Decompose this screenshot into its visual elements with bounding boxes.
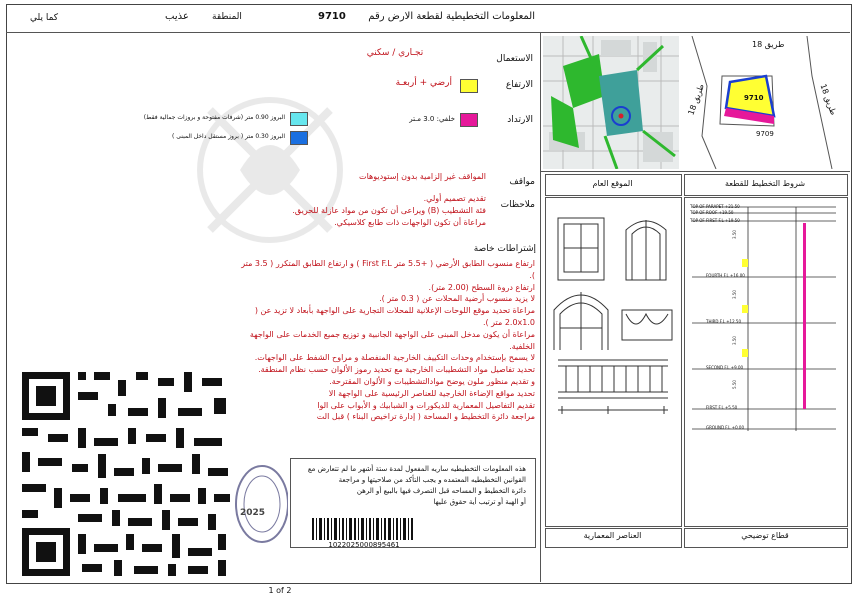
special-line: تحديد تفاصيل مواد التشطيبات الخارجية مع تحديد رموز الألوان حسب نظام المنطقة. [258,365,535,375]
special-line: لا يسمح بإستخدام وحدات التكييف الخارجية المنفصلة و مراوح الشفط على الواجهات. [254,353,535,363]
svg-text:3.50: 3.50 [732,290,737,299]
notes-line: تقديم تصميم أولي. [423,194,486,203]
map-road-top: طريق 18 [752,40,785,49]
stamp-year: 2025 [240,508,266,518]
usage-value: تجـاري / سكني [366,48,424,58]
barcode [312,518,416,540]
section-label-roof: TOP OF ROOF +19.50 [690,210,734,215]
projection-swatch-0 [290,112,308,126]
header-divider [6,32,850,33]
notes-label: ملاحظات [500,200,535,210]
header-as-follows: كما يلي [30,13,59,23]
validity-line: القوانين التخطيطيه المعتمده و يجب التأكد من صلاحيتها و مراجعة [338,476,526,484]
height-label: الارتفاع [505,80,533,90]
notes-line: مراعاة أن تكون الواجهات ذات طابع كلاسيكي. [334,218,486,227]
section-label-second: SECOND F.L +9.00 [706,365,744,370]
arch-elements-label: العناصر المعمارية [583,531,642,540]
setback-value: خلفي: 3.0 مـتر [409,115,455,123]
validity-line: دائرة التخطيط و المساحه قبل التصرف فيها بالبيع أو الرهن [356,487,526,495]
qr-code [18,368,238,580]
map-plot-number: 9710 [744,94,764,102]
special-label: إشتراطات خاصة [473,244,536,254]
header-region-label: المنطقة [212,12,242,22]
page-number: 1 of 2 [268,586,292,595]
section-label: قطاع توضيحي [741,531,789,540]
height-swatch [460,79,478,93]
section-label-third: THIRD F.L +12.50 [706,319,741,324]
section-label-parapet: TOP OF PARAPET +21.50 [690,204,740,209]
section-label-first: FIRST F.L +5.50 [706,405,738,410]
map-neighbor-number: 9709 [756,130,774,138]
validity-line: هذه المعلومات التخطيطيه ساريه المفعول لمدة ستة أشهر ما لم تتعارض مع [307,465,526,473]
section-label-fourth: FOURTH F.L +16.00 [706,273,745,278]
plot-plan [682,36,848,169]
projection-text-1: البروز 0.30 متر ( بروز مستقل داخل المبنى ) [172,133,285,140]
special-line: ارتفاع منسوب الطابق الأرضي ( +5.5 متر First F.L ) و ارتفاع الطابق المتكرر ( 3.5 متر ). [241,259,535,280]
special-line: مراجعة دائرة التخطيط و المساحة ( إدارة تراخيص البناء ) قبل الت [316,412,535,422]
svg-text:3.50: 3.50 [732,336,737,345]
projection-text-0: البروز 0.90 متر (شرفات مفتوحة و بروزات جمالية فقط) [143,114,285,121]
header-title: المعلومات التخطيطية لقطعة الارض رقم [368,11,535,22]
validity-text [300,464,526,508]
special-line: لا يزيد منسوب أرضية المحلات عن ( 0.3 متر ). [379,294,535,304]
special-line: مراعاة تحديد موقع اللوحات الإعلانية للمحلات التجارية على الواجهة بأبعاد لا تزيد عن ( 2.0x1.0 متر ). [254,306,535,327]
barcode-number: 1022025000895461 [328,541,400,549]
parking-label: مواقف [509,177,535,187]
special-lines [235,258,535,423]
header-region-value: عذيب [165,11,189,22]
map-road-right: طريق 18 [818,82,838,117]
map-divider [540,171,850,172]
section-label-top-first: TOP OF FIRST F.L +19.50 [690,218,740,223]
special-line: مراعاة أن يكون مدخل المبنى على الواجهة الجانبية و توزيع جميع الخدمات على الواجهة الخلفية. [249,329,535,351]
setback-label: الارتداد [507,115,533,125]
notes-line: فئة التشطيب (B) ويراعى أن تكون من مواد عازلة للحريق. [292,206,486,215]
projection-swatch-1 [290,131,308,145]
validity-line: أو الهبة أو ترتيب أية حقوق عليها [433,498,526,506]
section-label-ground: GROUND F.L +0.00 [706,425,744,430]
setback-swatch [460,113,478,127]
usage-label: الاستعمال [496,54,533,64]
arch-elements-drawing [548,210,678,425]
right-column-divider [540,33,541,582]
header-plot-number: 9710 [318,11,346,22]
svg-text:5.50: 5.50 [732,380,737,389]
plot-conditions-header: شروط التخطيط للقطعة [724,179,806,188]
official-stamp [232,462,288,546]
aerial-map [543,36,679,169]
watermark-emblem [150,70,390,270]
special-line: ارتفاع دروة السطح (2.00 متر). [428,282,535,292]
notes-lines [250,193,486,229]
general-site-header: الموقع العام [592,179,633,188]
map-road-left: طريق 18 [686,82,706,117]
svg-text:3.50: 3.50 [732,230,737,239]
parking-value: المواقف غير إلزامية بدون إستوديوهات [359,172,486,181]
special-line: و تقديم منظور ملون يوضح موادالتشطيبات و الألوان المقترحة. [329,376,535,386]
height-value: أرضي + أربعـة [395,78,452,88]
special-line: تحديد مواقع الإضاءة الخارجية للعناصر الرئيسية على الواجهة الا [328,388,535,398]
special-line: تقديم التفاصيل المعمارية للديكورات و الشبابيك و الأبواب على الوا [317,400,535,410]
